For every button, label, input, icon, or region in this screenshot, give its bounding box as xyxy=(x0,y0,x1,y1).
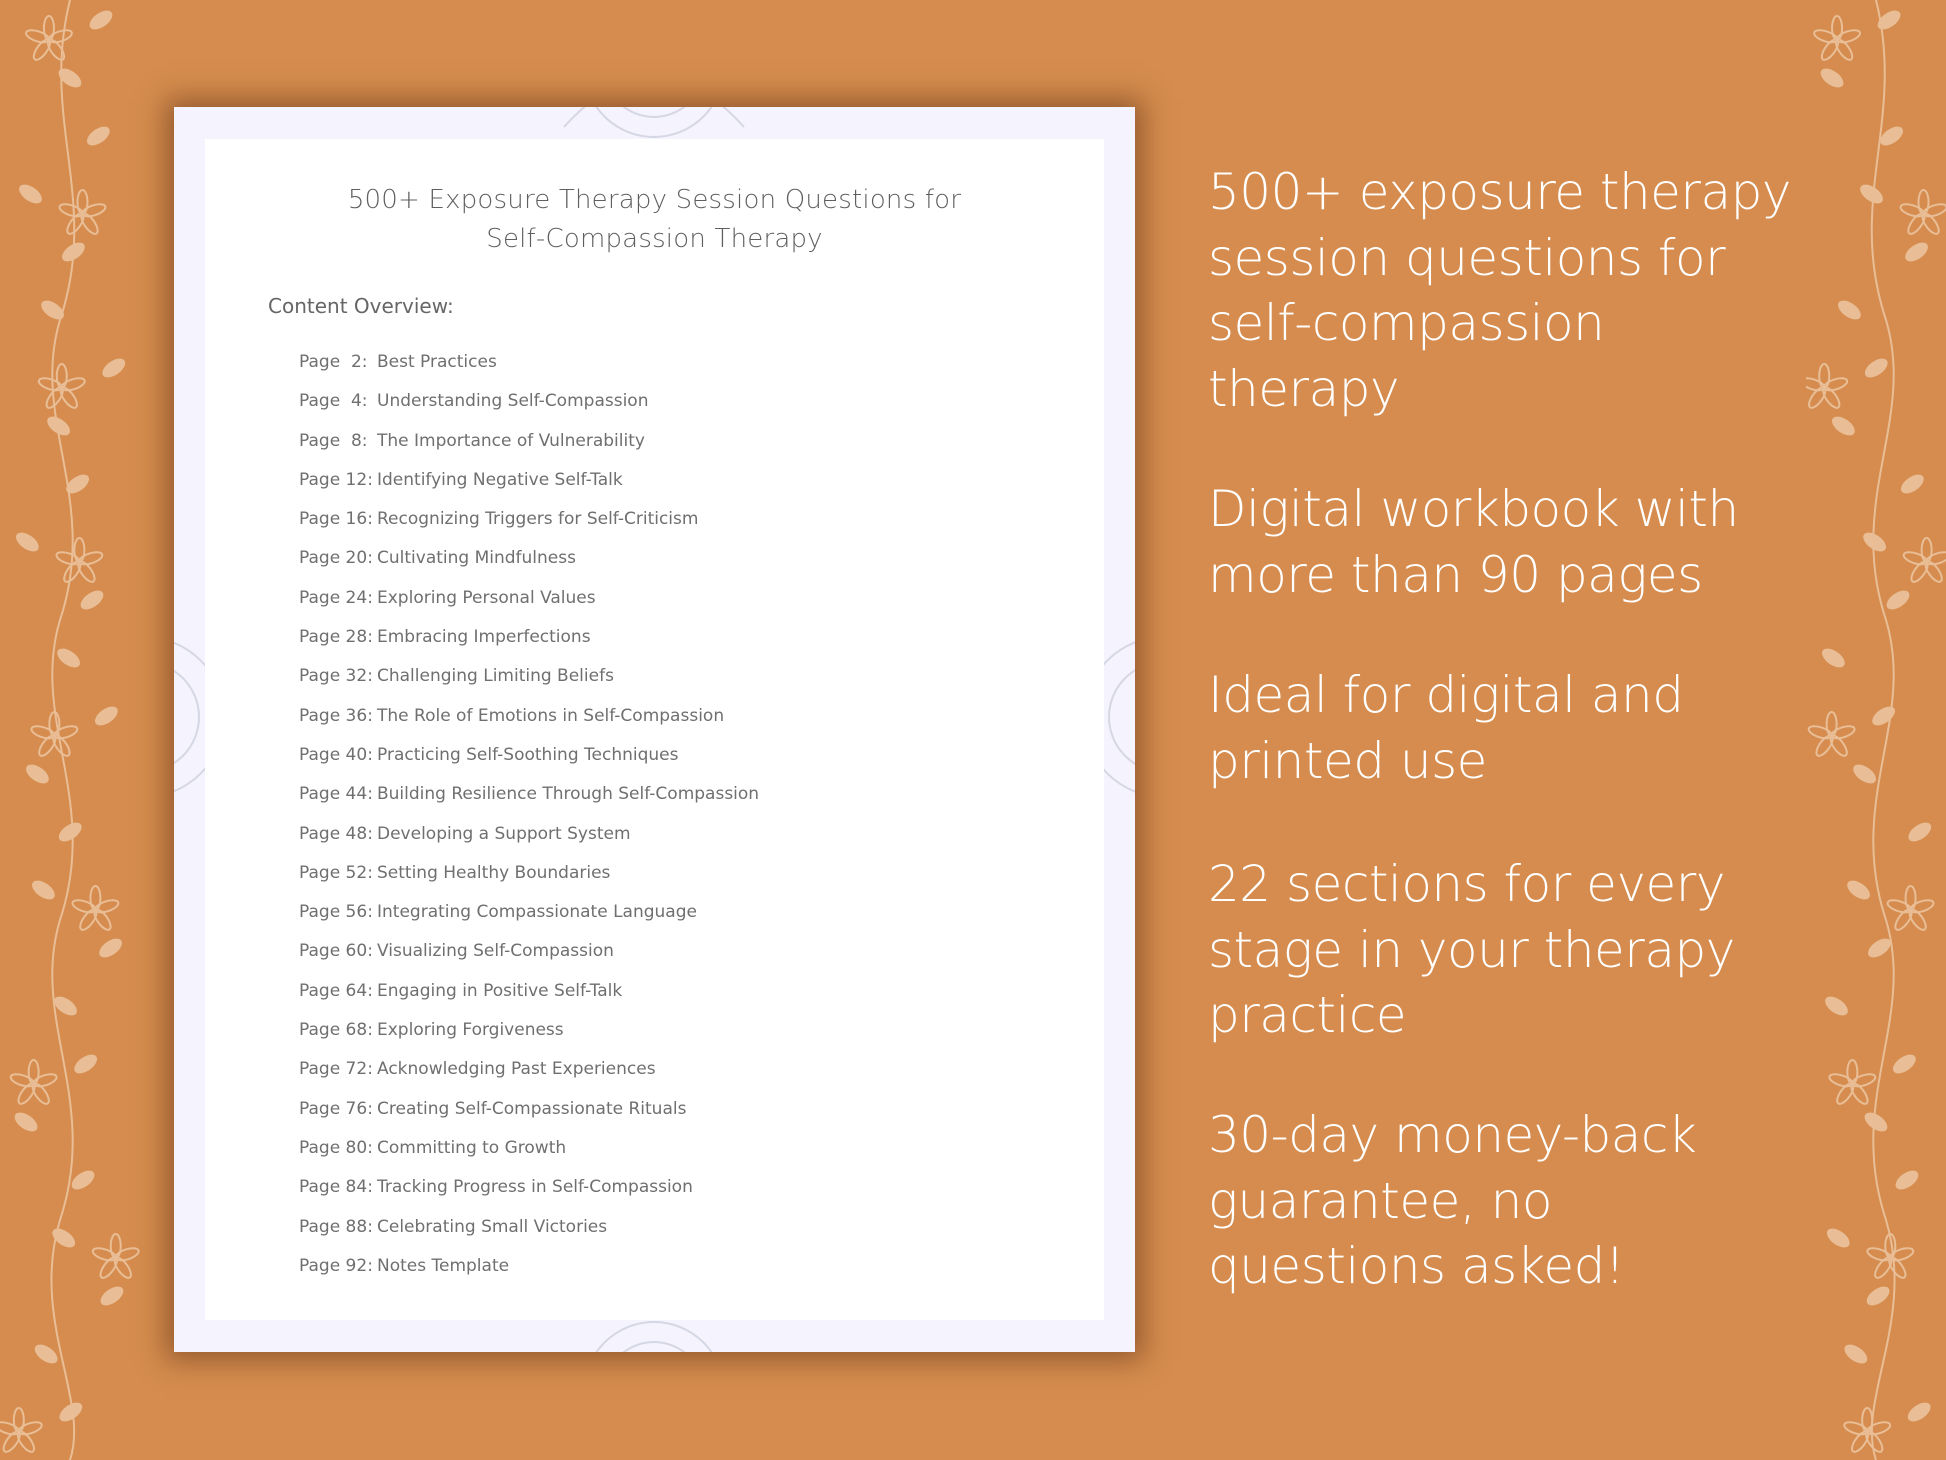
toc-item xyxy=(299,815,759,854)
toc-page-number: Page 32: xyxy=(299,666,373,687)
feature-item xyxy=(1208,477,1739,608)
toc-item xyxy=(299,775,759,814)
toc-title: Practicing Self-Soothing Techniques xyxy=(377,744,679,765)
toc-item xyxy=(299,893,759,932)
toc-item xyxy=(299,657,759,696)
feature-line: Ideal for digital and xyxy=(1208,666,1684,724)
floral-vine-icon xyxy=(0,0,140,1460)
toc-title: Celebrating Small Victories xyxy=(377,1216,608,1237)
toc-item xyxy=(299,618,759,657)
toc-title: Cultivating Mindfulness xyxy=(377,548,576,569)
feature-line: more than 90 pages xyxy=(1208,545,1703,604)
toc-title: Embracing Imperfections xyxy=(377,627,591,648)
toc-title: Identifying Negative Self-Talk xyxy=(377,469,623,490)
toc-page-number: Page 40: xyxy=(299,744,373,765)
table-of-contents xyxy=(299,343,759,1286)
toc-page-number: Page 92: xyxy=(299,1255,373,1276)
document-page xyxy=(174,107,1135,1352)
feature-line: Digital workbook with xyxy=(1208,480,1739,538)
toc-page-number: Page 8: xyxy=(299,430,368,451)
toc-page-number: Page 52: xyxy=(299,862,373,883)
toc-page-number: Page 4: xyxy=(299,391,368,412)
toc-page-number: Page 88: xyxy=(299,1216,373,1237)
toc-page-number: Page 72: xyxy=(299,1059,373,1080)
toc-title: Engaging in Positive Self-Talk xyxy=(377,980,623,1001)
feature-line: session questions for xyxy=(1208,228,1726,287)
toc-item xyxy=(299,343,759,382)
feature-line: 22 sections for every xyxy=(1208,855,1725,913)
toc-title: Understanding Self-Compassion xyxy=(377,391,649,412)
toc-item xyxy=(299,736,759,775)
toc-title: Creating Self-Compassionate Rituals xyxy=(377,1098,687,1119)
floral-vine-icon xyxy=(1806,0,1946,1460)
toc-item xyxy=(299,1011,759,1050)
toc-page-number: Page 80: xyxy=(299,1137,373,1158)
title-line-1: 500+ Exposure Therapy Session Questions for xyxy=(347,185,962,215)
toc-item xyxy=(299,972,759,1011)
toc-page-number: Page 20: xyxy=(299,548,373,569)
toc-page-number: Page 60: xyxy=(299,941,373,962)
toc-title: Challenging Limiting Beliefs xyxy=(377,666,614,687)
toc-page-number: Page 16: xyxy=(299,509,373,530)
document-title xyxy=(205,181,1104,259)
toc-page-number: Page 44: xyxy=(299,784,373,805)
content-overview-label: Content Overview: xyxy=(268,294,454,318)
toc-title: Developing a Support System xyxy=(377,823,631,844)
feature-line: printed use xyxy=(1208,731,1487,790)
toc-page-number: Page 68: xyxy=(299,1020,373,1041)
toc-page-number: Page 24: xyxy=(299,587,373,608)
toc-title: Setting Healthy Boundaries xyxy=(377,862,611,883)
toc-title: The Importance of Vulnerability xyxy=(377,430,645,451)
toc-page-number: Page 76: xyxy=(299,1098,373,1119)
toc-item xyxy=(299,1090,759,1129)
toc-item xyxy=(299,1129,759,1168)
toc-item xyxy=(299,697,759,736)
toc-item xyxy=(299,579,759,618)
toc-page-number: Page 28: xyxy=(299,627,373,648)
toc-page-number: Page 48: xyxy=(299,823,373,844)
toc-item xyxy=(299,854,759,893)
toc-item xyxy=(299,1247,759,1286)
toc-title: Visualizing Self-Compassion xyxy=(377,941,614,962)
toc-page-number: Page 56: xyxy=(299,902,373,923)
title-line-2: Self-Compassion Therapy xyxy=(486,224,823,254)
feature-item xyxy=(1208,663,1683,794)
toc-title: Exploring Forgiveness xyxy=(377,1020,564,1041)
toc-title: Committing to Growth xyxy=(377,1137,567,1158)
toc-page-number: Page 12: xyxy=(299,469,373,490)
toc-page-number: Page 36: xyxy=(299,705,373,726)
toc-title: Notes Template xyxy=(377,1255,510,1276)
toc-item xyxy=(299,1168,759,1207)
document-content xyxy=(205,139,1104,1320)
feature-line: stage in your therapy xyxy=(1208,920,1735,979)
toc-title: Recognizing Triggers for Self-Criticism xyxy=(377,509,699,530)
toc-title: Tracking Progress in Self-Compassion xyxy=(377,1177,693,1198)
toc-item xyxy=(299,382,759,421)
toc-page-number: Page 64: xyxy=(299,980,373,1001)
toc-title: Exploring Personal Values xyxy=(377,587,596,608)
toc-item xyxy=(299,500,759,539)
toc-title: Acknowledging Past Experiences xyxy=(377,1059,656,1080)
feature-line: therapy xyxy=(1208,359,1400,418)
feature-item xyxy=(1208,852,1735,1049)
feature-item xyxy=(1208,160,1791,422)
toc-item xyxy=(299,1050,759,1089)
toc-item xyxy=(299,1208,759,1247)
toc-item xyxy=(299,461,759,500)
toc-title: Integrating Compassionate Language xyxy=(377,902,697,923)
toc-item xyxy=(299,422,759,461)
toc-page-number: Page 2: xyxy=(299,352,368,372)
toc-title: Best Practices xyxy=(377,352,497,372)
feature-line: guarantee, no xyxy=(1208,1171,1552,1230)
feature-line: self-compassion xyxy=(1208,294,1605,352)
toc-item xyxy=(299,932,759,971)
feature-line: questions asked! xyxy=(1208,1237,1625,1295)
toc-page-number: Page 84: xyxy=(299,1177,373,1198)
feature-line: 30-day money-back xyxy=(1208,1106,1697,1164)
toc-title: The Role of Emotions in Self-Compassion xyxy=(377,705,725,726)
feature-line: practice xyxy=(1208,986,1407,1044)
feature-item xyxy=(1208,1103,1696,1300)
toc-title: Building Resilience Through Self-Compassion xyxy=(377,784,760,805)
toc-item xyxy=(299,539,759,578)
feature-line: 500+ exposure therapy xyxy=(1208,163,1791,221)
